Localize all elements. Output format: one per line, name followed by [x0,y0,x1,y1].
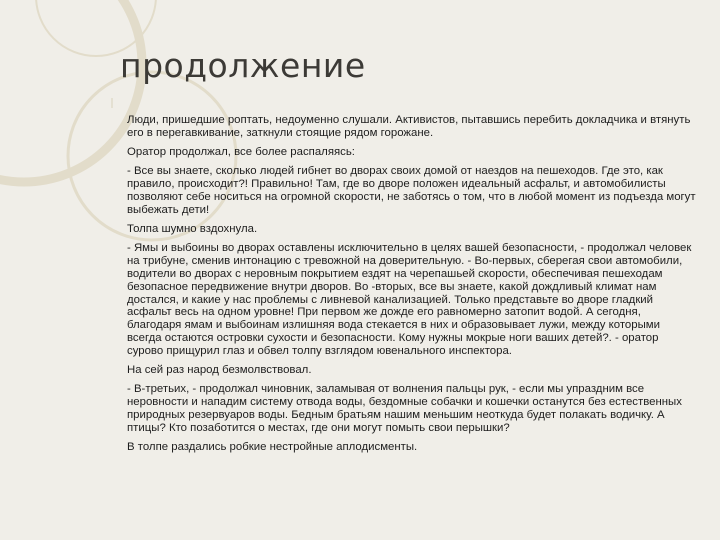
paragraph: - Ямы и выбоины во дворах оставлены исключительно в целях вашей безопасности, - продолжал человек на трибуне, сменив интонацию с тревожной на доверительную. - Во-первых, сберегая свои автомобили, водители во дворах с неровным покрытием ездят на черепашьей скорости, обеспечивая пешеходам безопасное передвижение внутри дворов. Во -вторых, все вы знаете, какой дождливый климат нам достался, и какие у нас проблемы с ливневой канализацией. Только представьте во дворе гладкий асфальт весь на одном уровне! При первом же дожде его равномерно затопит водой. А сегодня, благодаря ямам и выбоинам излишняя вода стекается в них и образовывает лужи, между которыми всегда остаются островки сухости и безопасности. Кому нужны мокрые ноги ваших детей?. - оратор сурово прищурил глаз и обвел толпу взглядом ювенального инспектора. [127,242,692,357]
paragraph: - Все вы знаете, сколько людей гибнет во дворах своих домой от наездов на пешеходов. Где это, как правило, происходит?! Правильно! Там, где во дворе положен идеальный асфальт, и автомобилисты позволяют себе носиться на огромной скорости, не заботясь о том, что в любой момент из подъезда могут выбежать дети! [127,165,696,216]
paragraph: Люди, пришедшие роптать, недоуменно слушали. Активистов, пытавшись перебить докладчика и втянуть его в перегавкивание, заткнули стоящие рядом горожане. [127,114,691,139]
paragraph: - В-третьих, - продолжал чиновник, заламывая от волнения пальцы рук, - если мы упраздним все неровности и нападим систему отвода воды, бездомные собачки и кошечки останутся без естественных природных резервуаров воды. Бедным братьям нашим меньшим неоткуда будет полакать водичку. А птицы? Кто позаботится о местах, где они могут помыть свои перышки? [127,383,682,434]
paragraph: Оратор продолжал, все более распаляясь: [127,146,355,159]
paragraph: На сей раз народ безмолвствовал. [127,364,312,377]
deco-ring-large [0,0,142,182]
paragraph: Толпа шумно вздохнула. [127,223,258,236]
paragraph: В толпе раздались робкие нестройные аплодисменты. [127,441,418,454]
slide-title: продолжение [120,46,366,85]
slide-body [127,114,697,460]
